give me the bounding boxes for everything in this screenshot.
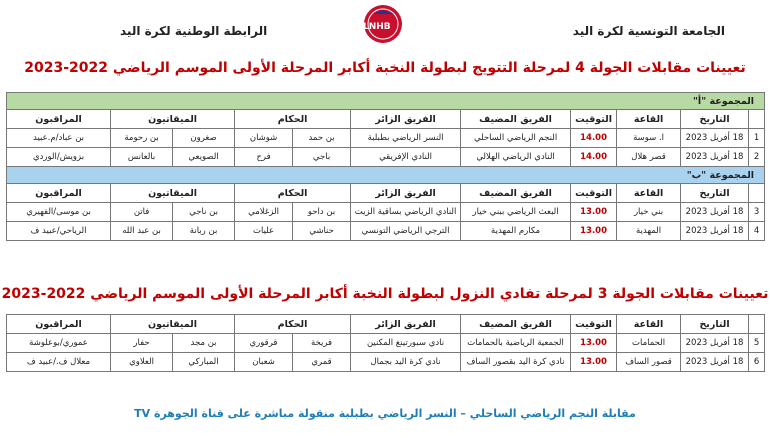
col-supervisors: المراقبون bbox=[7, 110, 111, 129]
table-row: 1 18 أفريل 2023 ا. سوسة 14.00 النجم الرياضي الساحلي النسر الرياضي بطبلبة بن حمد شوشان صغرون بن رحومة بن عباد/م.عبيد bbox=[7, 129, 765, 148]
federation-name: الجامعة التونسية لكرة اليد bbox=[572, 24, 725, 38]
column-header-row: التاريخ القاعة التوقيت الفريق المضيف الفريق الزائر الحكام الميقاتيون المراقبون bbox=[7, 315, 765, 334]
column-header-row: التاريخ القاعة التوقيت الفريق المضيف الفريق الزائر الحكام الميقاتيون المراقبون bbox=[7, 184, 765, 203]
col-date: التاريخ bbox=[681, 110, 749, 129]
title-championship: تعيينات مقابلات الجولة 4 لمرحلة التتويج لبطولة النخبة أكابر المرحلة الأولى الموسم الرياضي 2022-2023 bbox=[24, 60, 746, 76]
logo-text: LNHB bbox=[363, 22, 391, 32]
table-row: 4 18 أفريل 2023 المهدية 13.00 مكارم المهدية الترجي الرياضي التونسي حناشي عليات بن ربانة بن عبد الله الرياحي/عبيد ف bbox=[7, 222, 765, 241]
col-time: التوقيت bbox=[571, 110, 617, 129]
table-row: 2 18 أفريل 2023 قصر هلال 14.00 النادي الرياضي الهلالي النادي الإفريقي باجي فرح الصويعي بالعانس بزويش/الوردي bbox=[7, 148, 765, 167]
broadcast-note: مقابلة النجم الرياضي الساحلي – النسر الرياضي بطبلبة منقولة مباشرة على قناة الجوهرة TV bbox=[134, 407, 636, 420]
col-home: الفريق المضيف bbox=[461, 110, 571, 129]
league-name: الرابطة الوطنية لكرة اليد bbox=[120, 24, 268, 38]
header bbox=[0, 0, 770, 56]
col-referees: الحكام bbox=[235, 110, 351, 129]
col-away: الفريق الزائر bbox=[351, 110, 461, 129]
table-row: 5 18 أفريل 2023 الحمامات 13.00 الجمعية الرياضية بالحمامات نادي سبورتينغ المكنين فريخة قرقوري بن مجد حفار عموري/بوعلوشة bbox=[7, 334, 765, 353]
title-relegation: تعيينات مقابلات الجولة 3 لمرحلة تفادي النزول لبطولة النخبة أكابر المرحلة الأولى الموسم الرياضي 2022-2023 bbox=[1, 286, 769, 302]
table-row: 3 18 أفريل 2023 بني خيار 13.00 البعث الرياضي ببني خيار النادي الرياضي بساقية الزيت بن داحو الزغلامي بن ناجي فاتن بن موسى/الفهيري bbox=[7, 203, 765, 222]
championship-table bbox=[6, 92, 765, 241]
column-header-row bbox=[7, 110, 765, 129]
col-timekeepers: الميقاتيون bbox=[111, 110, 235, 129]
table-row: 6 18 أفريل 2023 قصور الساف 13.00 نادي كرة اليد بقصور الساف نادي كرة اليد بجمال قمري شعبان المباركي العلاوي معلال ف./عبيد ف bbox=[7, 353, 765, 372]
col-venue: القاعة bbox=[617, 110, 681, 129]
group-b-header bbox=[7, 167, 765, 184]
relegation-table bbox=[6, 314, 765, 372]
group-a-label: المجموعة "أ" bbox=[7, 93, 765, 110]
group-a-header bbox=[7, 93, 765, 110]
group-b-label: المجموعة "ب" bbox=[7, 167, 765, 184]
